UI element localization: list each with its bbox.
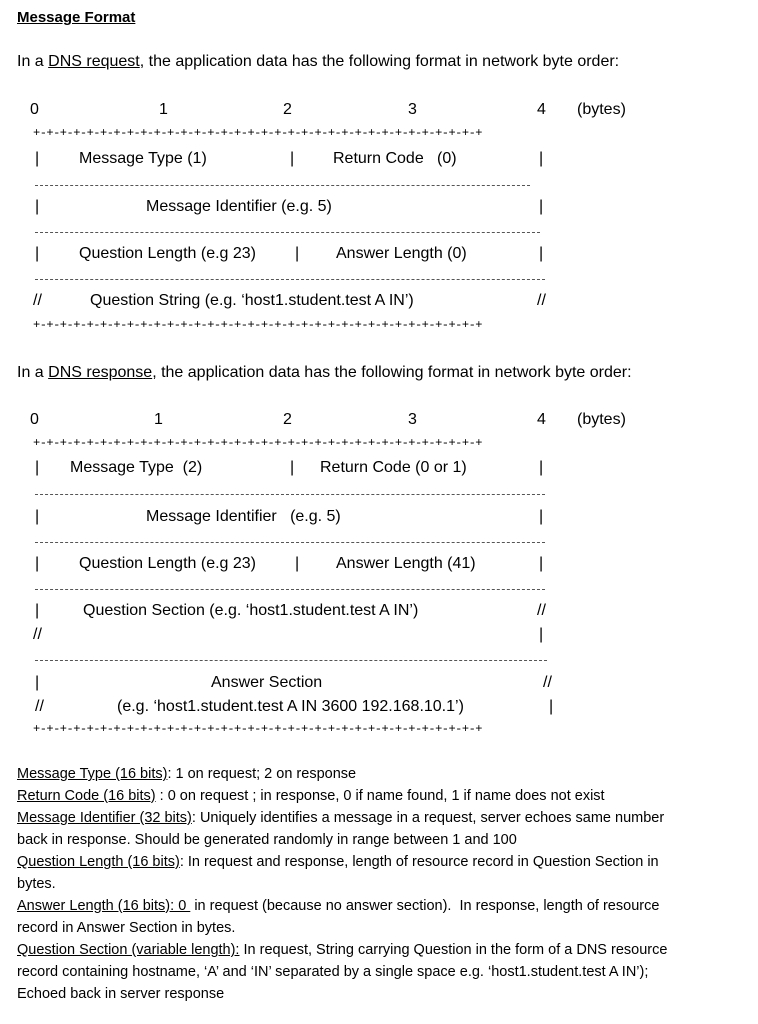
ruler-0: 0	[30, 411, 39, 428]
row-bar: |	[35, 198, 40, 215]
row-bar: |	[539, 198, 544, 215]
row-bar: |	[35, 555, 40, 572]
definition-text: in request (because no answer section). In response, length of resource	[190, 898, 660, 914]
row-divider	[35, 494, 545, 495]
question-string-field: Question String (e.g. ‘host1.student.test A IN’)	[90, 292, 414, 309]
definition-text: : 0 on request ; in response, 0 if name found, 1 if name does not exist	[155, 788, 605, 804]
row-bar: |	[35, 508, 40, 525]
ruler-3: 3	[408, 101, 417, 118]
row-bar: |	[539, 508, 544, 525]
top-border: +-+-+-+-+-+-+-+-+-+-+-+-+-+-+-+-+-+-+-+-+-+-+-+-+-+-+-+-+-+-+-+-+-+	[33, 126, 482, 140]
definition-term: Return Code (16 bits)	[17, 788, 156, 804]
definition-term: Question Length (16 bits)	[17, 854, 180, 870]
row-bar: |	[35, 602, 40, 619]
row-slashes: //	[33, 292, 42, 309]
ruler-1: 1	[154, 411, 163, 428]
ruler-3: 3	[408, 411, 417, 428]
row-bar: |	[539, 626, 544, 643]
definition-continuation: Echoed back in server response	[17, 986, 225, 1002]
row-bar: |	[549, 698, 554, 715]
response-intro	[17, 364, 632, 382]
definition-continuation: bytes.	[17, 876, 56, 892]
row-bar: |	[539, 245, 544, 262]
message-identifier-field: Message Identifier (e.g. 5)	[146, 198, 332, 215]
row-bar: |	[35, 245, 40, 262]
row-bar: |	[295, 555, 300, 572]
ruler-2: 2	[283, 411, 292, 428]
row-slashes: //	[537, 602, 546, 619]
page-title: Message Format	[17, 9, 136, 26]
ruler-bytes: (bytes)	[577, 101, 626, 118]
definition-term: Message Identifier (32 bits)	[17, 810, 192, 826]
row-bar: |	[539, 150, 544, 167]
row-divider	[35, 589, 545, 590]
dns-request-link: DNS request	[48, 53, 140, 70]
row-bar: |	[295, 245, 300, 262]
return-code-field: Return Code (0 or 1)	[320, 459, 467, 476]
question-section-field: Question Section (e.g. ‘host1.student.test A IN’)	[83, 602, 419, 619]
definition-text: : 1 on request; 2 on response	[167, 766, 357, 782]
ruler-2: 2	[283, 101, 292, 118]
question-length-field: Question Length (e.g 23)	[79, 555, 257, 572]
definition-continuation: record in Answer Section in bytes.	[17, 920, 236, 936]
message-identifier-field: Message Identifier (e.g. 5)	[146, 508, 341, 525]
definition-continuation: record containing hostname, ‘A’ and ‘IN’ separated by a single space e.g. ‘host1.student.test A IN’);	[17, 964, 649, 980]
question-length-field: Question Length (e.g 23)	[79, 245, 257, 262]
row-bar: |	[290, 459, 295, 476]
definition-term: Answer Length (16 bits): 0	[17, 898, 191, 914]
request-intro-post: , the application data has the following format in network byte order:	[139, 53, 620, 70]
row-bar: |	[35, 150, 40, 167]
return-code-field: Return Code (0)	[333, 150, 457, 167]
definition-term: Question Section (variable length):	[17, 942, 240, 958]
answer-length-field: Answer Length (0)	[336, 245, 467, 262]
row-bar: |	[35, 459, 40, 476]
definition-answer-length	[17, 898, 659, 914]
definition-question-section	[17, 942, 667, 958]
request-intro	[17, 53, 619, 71]
top-border: +-+-+-+-+-+-+-+-+-+-+-+-+-+-+-+-+-+-+-+-+-+-+-+-+-+-+-+-+-+-+-+-+-+	[33, 436, 482, 450]
definition-text: : In request and response, length of resource record in Question Section in	[179, 854, 659, 870]
row-slashes: //	[33, 626, 42, 643]
bottom-border: +-+-+-+-+-+-+-+-+-+-+-+-+-+-+-+-+-+-+-+-+-+-+-+-+-+-+-+-+-+-+-+-+-+	[33, 318, 482, 332]
dns-response-link: DNS response	[48, 364, 153, 381]
ruler-bytes: (bytes)	[577, 411, 626, 428]
response-intro-post: , the application data has the following format in network byte order:	[152, 364, 632, 381]
row-slashes: //	[543, 674, 552, 691]
definition-question-length	[17, 854, 659, 870]
definition-text: In request, String carrying Question in the form of a DNS resource	[239, 942, 668, 958]
row-bar: |	[35, 674, 40, 691]
row-bar: |	[539, 555, 544, 572]
row-divider	[35, 542, 545, 543]
answer-length-field: Answer Length (41)	[336, 555, 476, 572]
row-divider	[35, 185, 530, 186]
ruler-4: 4	[537, 101, 546, 118]
definition-continuation: back in response. Should be generated randomly in range between 1 and 100	[17, 832, 517, 848]
answer-section-title: Answer Section	[211, 674, 323, 691]
message-type-field: Message Type (1)	[79, 150, 207, 167]
answer-section-example: (e.g. ‘host1.student.test A IN 3600 192.168.10.1’)	[117, 698, 464, 715]
ruler-4: 4	[537, 411, 546, 428]
request-intro-pre: In a	[17, 53, 49, 70]
definition-message-identifier	[17, 810, 664, 826]
row-divider	[35, 279, 545, 280]
ruler-1: 1	[159, 101, 168, 118]
definition-message-type	[17, 766, 356, 782]
ruler-0: 0	[30, 101, 39, 118]
definition-return-code	[17, 788, 605, 804]
row-slashes: //	[537, 292, 546, 309]
bottom-border: +-+-+-+-+-+-+-+-+-+-+-+-+-+-+-+-+-+-+-+-+-+-+-+-+-+-+-+-+-+-+-+-+-+	[33, 722, 482, 736]
row-slashes: //	[35, 698, 44, 715]
row-divider	[35, 660, 547, 661]
response-intro-pre: In a	[17, 364, 49, 381]
row-bar: |	[290, 150, 295, 167]
row-bar: |	[539, 459, 544, 476]
definition-term: Message Type (16 bits)	[17, 766, 168, 782]
row-divider	[35, 232, 540, 233]
definition-text: : Uniquely identifies a message in a request, server echoes same number	[191, 810, 665, 826]
message-type-field: Message Type (2)	[70, 459, 203, 476]
